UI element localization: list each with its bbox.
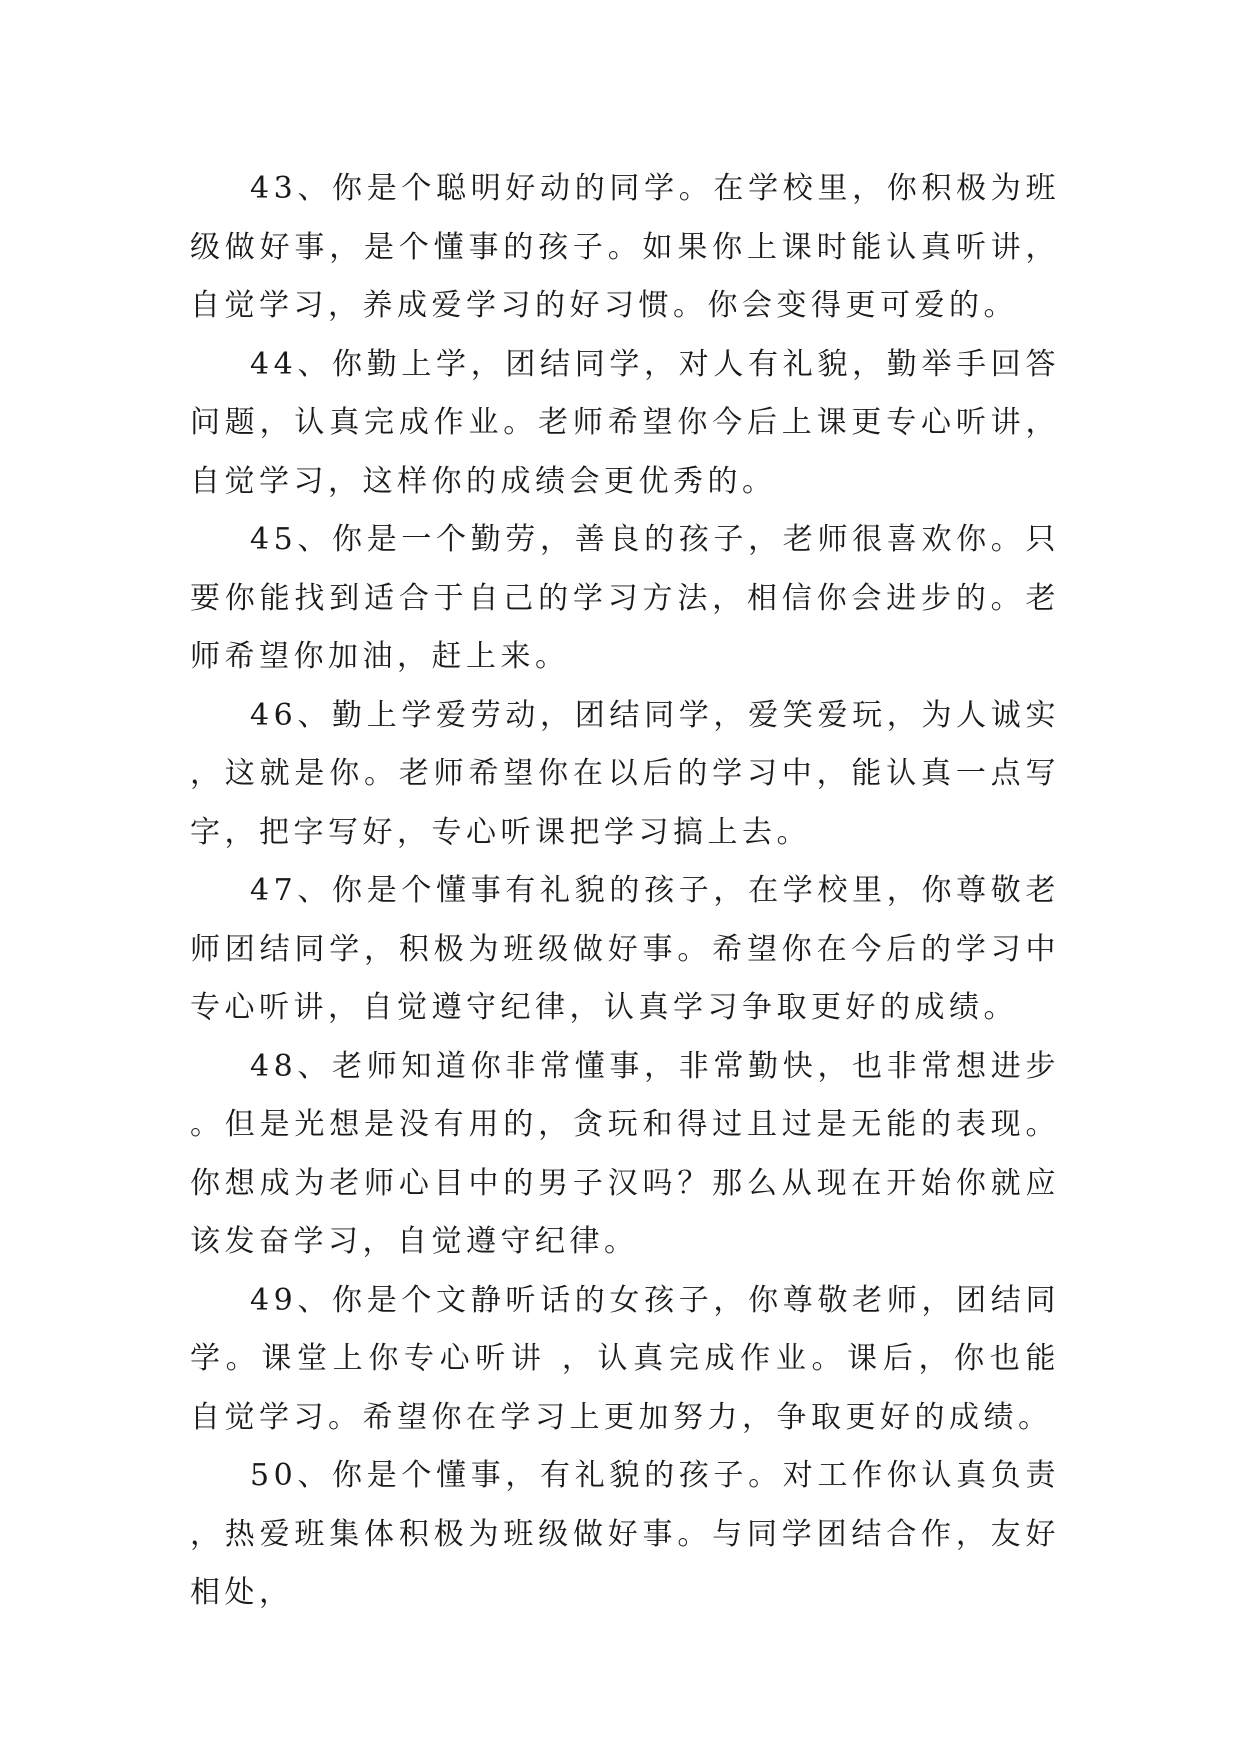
comment-paragraph-50: 50、你是个懂事，有礼貌的孩子。对工作你认真负责，热爱班集体积极为班级做好事。与同学团结合作，友好相处， bbox=[190, 1458, 1060, 1610]
comment-paragraph-48: 48、老师知道你非常懂事，非常勤快，也非常想进步。但是光想是没有用的，贪玩和得过且过是无能的表现。你想成为老师心目中的男子汉吗？那么从现在开始你就应该发奋学习，自觉遵守纪律。 bbox=[190, 1048, 1060, 1259]
comment-paragraph-49: 49、你是个文静听话的女孩子，你尊敬老师，团结同学。课堂上你专心听讲 ，认真完成作业。课后，你也能自觉学习。希望你在学习上更加努力，争取更好的成绩。 bbox=[190, 1282, 1060, 1435]
comment-paragraph-45: 45、你是一个勤劳，善良的孩子，老师很喜欢你。只要你能找到适合于自己的学习方法，相信你会进步的。老师希望你加油，赶上来。 bbox=[190, 522, 1060, 674]
comment-paragraph-47: 47、你是个懂事有礼貌的孩子，在学校里，你尊敬老师团结同学，积极为班级做好事。希望你在今后的学习中专心听讲，自觉遵守纪律，认真学习争取更好的成绩。 bbox=[190, 873, 1060, 1025]
comment-paragraph-43: 43、你是个聪明好动的同学。在学校里，你积极为班级做好事，是个懂事的孩子。如果你上课时能认真听讲，自觉学习，养成爱学习的好习惯。你会变得更可爱的。 bbox=[190, 171, 1060, 323]
document-body bbox=[190, 160, 1060, 1623]
comment-paragraph-46: 46、勤上学爱劳动，团结同学，爱笑爱玩，为人诚实，这就是你。老师希望你在以后的学习中，能认真一点写字，把字写好，专心听课把学习搞上去。 bbox=[190, 697, 1060, 850]
comment-paragraph-44: 44、你勤上学，团结同学，对人有礼貌，勤举手回答问题，认真完成作业。老师希望你今后上课更专心听讲，自觉学习，这样你的成绩会更优秀的。 bbox=[190, 346, 1060, 499]
